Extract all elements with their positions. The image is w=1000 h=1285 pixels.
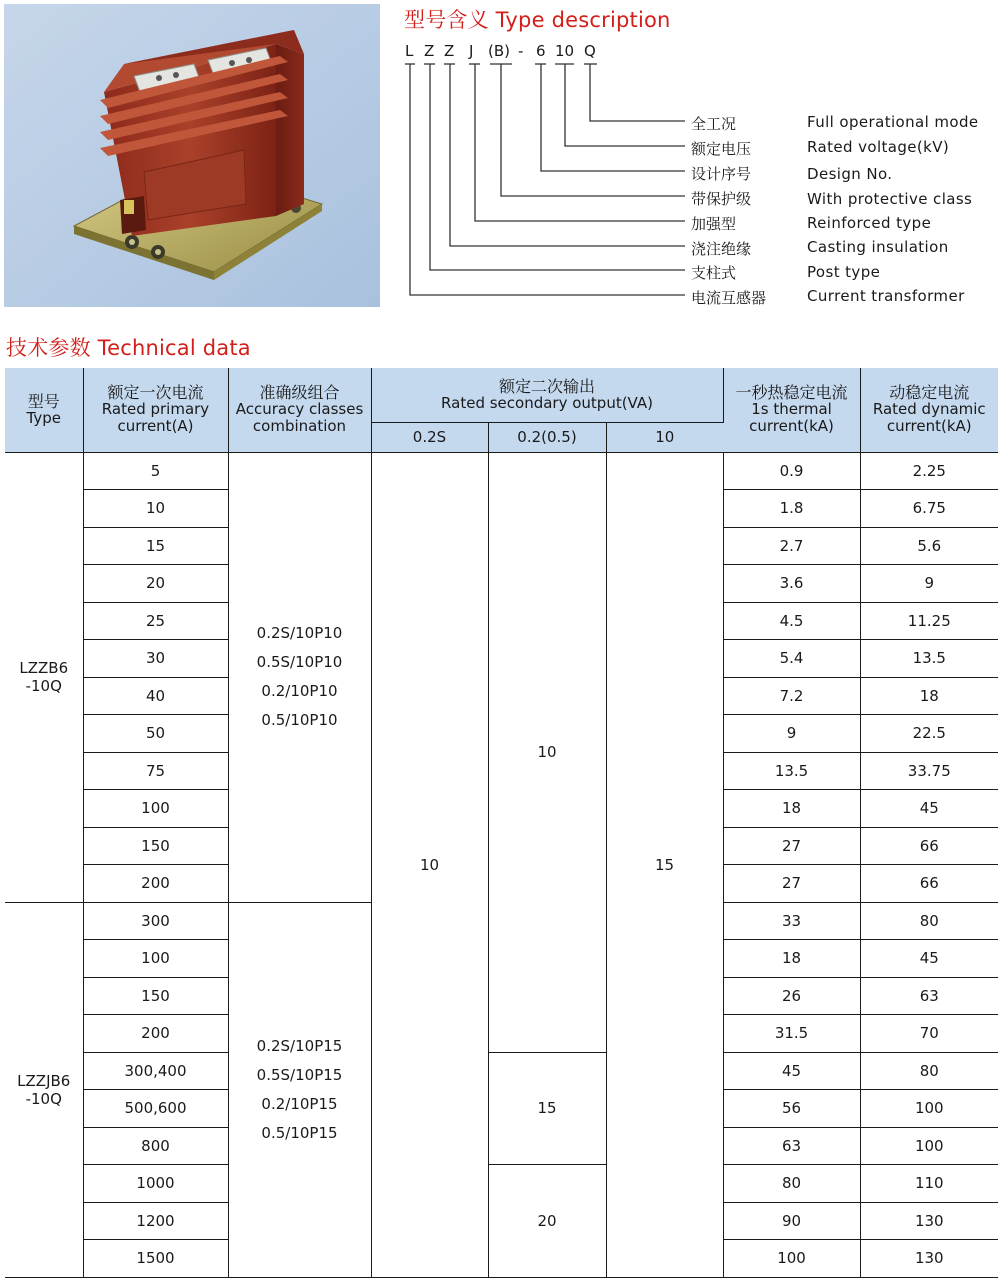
output-10-cell: 15 (606, 452, 723, 1277)
technical-data-table (5, 368, 998, 1278)
header-type-zh: 型号 (27, 391, 60, 411)
thermal-current-cell: 1.8 (723, 490, 860, 528)
dynamic-current-cell: 66 (860, 865, 998, 903)
dynamic-current-cell: 66 (860, 827, 998, 865)
accuracy-line: 0.5/10P10 (261, 711, 338, 729)
dynamic-current-cell: 45 (860, 790, 998, 828)
primary-current-cell: 1000 (83, 1165, 228, 1203)
output-0205-cell: 20 (488, 1165, 606, 1278)
accuracy-line: 0.5S/10P15 (256, 1065, 343, 1084)
dynamic-current-cell: 2.25 (860, 452, 998, 490)
desc-zh-design-no: 设计序号 (691, 165, 752, 183)
dynamic-current-cell: 100 (860, 1127, 998, 1165)
desc-en-post-type: Post type (807, 263, 881, 281)
thermal-current-cell: 7.2 (723, 677, 860, 715)
dynamic-current-cell: 13.5 (860, 640, 998, 678)
dynamic-current-cell: 70 (860, 1015, 998, 1053)
header-accuracy-en: Accuracy classes combination (235, 400, 364, 436)
code-connector-lines (380, 40, 1000, 310)
dynamic-current-cell: 80 (860, 902, 998, 940)
desc-zh-protective: 带保护级 (691, 190, 752, 208)
code-char-dash: - (518, 42, 524, 60)
dynamic-current-cell: 110 (860, 1165, 998, 1203)
header-thermal (723, 368, 860, 452)
primary-current-cell: 300,400 (83, 1052, 228, 1090)
desc-en-protective: With protective class (807, 190, 973, 208)
thermal-current-cell: 0.9 (723, 452, 860, 490)
output-0205-cell: 15 (488, 1052, 606, 1165)
dynamic-current-cell: 80 (860, 1052, 998, 1090)
header-type (5, 368, 83, 452)
header-sub-02s: 0.2S (371, 422, 488, 452)
primary-current-cell: 5 (83, 452, 228, 490)
header-rated-primary-en: Rated primary current(A) (101, 400, 210, 436)
thermal-current-cell: 31.5 (723, 1015, 860, 1053)
header-dynamic (860, 368, 998, 452)
dynamic-current-cell: 6.75 (860, 490, 998, 528)
header-sub-0205: 0.2(0.5) (488, 422, 606, 452)
desc-en-rated-voltage: Rated voltage(kV) (807, 138, 950, 156)
dynamic-current-cell: 22.5 (860, 715, 998, 753)
primary-current-cell: 40 (83, 677, 228, 715)
primary-current-cell: 1500 (83, 1240, 228, 1278)
thermal-current-cell: 100 (723, 1240, 860, 1278)
header-dynamic-en: Rated dynamic current(kA) (872, 400, 986, 436)
desc-en-design-no: Design No. (807, 165, 893, 183)
accuracy-line: 0.2S/10P10 (256, 624, 343, 642)
desc-en-current-transformer: Current transformer (807, 287, 965, 305)
code-char-j: J (469, 42, 474, 60)
primary-current-cell: 500,600 (83, 1090, 228, 1128)
primary-current-cell: 150 (83, 977, 228, 1015)
current-transformer-illustration (4, 4, 380, 307)
dynamic-current-cell: 18 (860, 677, 998, 715)
accuracy-cell (228, 902, 371, 1277)
primary-current-cell: 100 (83, 940, 228, 978)
dynamic-current-cell: 45 (860, 940, 998, 978)
header-secondary-output-zh: 额定二次输出 (499, 376, 596, 396)
code-char-z1: Z (424, 42, 435, 60)
thermal-current-cell: 27 (723, 865, 860, 903)
code-char-q: Q (584, 42, 596, 60)
thermal-current-cell: 18 (723, 790, 860, 828)
thermal-current-cell: 18 (723, 940, 860, 978)
dynamic-current-cell: 11.25 (860, 602, 998, 640)
table-row (5, 1165, 998, 1203)
primary-current-cell: 200 (83, 865, 228, 903)
accuracy-line: 0.5S/10P10 (256, 653, 343, 671)
thermal-current-cell: 4.5 (723, 602, 860, 640)
desc-zh-current-transformer: 电流互感器 (691, 289, 767, 307)
product-photo (4, 4, 380, 307)
dynamic-current-cell: 130 (860, 1202, 998, 1240)
header-secondary-output (371, 368, 723, 422)
primary-current-cell: 150 (83, 827, 228, 865)
output-0205-cell: 10 (488, 452, 606, 1052)
output-02s-cell: 10 (371, 452, 488, 1277)
thermal-current-cell: 80 (723, 1165, 860, 1203)
accuracy-cell (228, 452, 371, 902)
thermal-current-cell: 2.7 (723, 527, 860, 565)
dynamic-current-cell: 130 (860, 1240, 998, 1278)
technical-data-heading: 技术参数 Technical data (6, 336, 251, 360)
primary-current-cell: 15 (83, 527, 228, 565)
table-row (5, 1052, 998, 1090)
dynamic-current-cell: 100 (860, 1090, 998, 1128)
primary-current-cell: 20 (83, 565, 228, 603)
code-char-z2: Z (444, 42, 455, 60)
accuracy-line: 0.2S/10P15 (256, 1036, 343, 1055)
desc-en-casting: Casting insulation (807, 238, 949, 256)
accuracy-line: 0.2/10P15 (261, 1094, 338, 1113)
desc-zh-post-type: 支柱式 (691, 264, 737, 282)
thermal-current-cell: 3.6 (723, 565, 860, 603)
desc-zh-full-mode: 全工况 (691, 115, 737, 133)
thermal-current-cell: 27 (723, 827, 860, 865)
primary-current-cell: 25 (83, 602, 228, 640)
primary-current-cell: 1200 (83, 1202, 228, 1240)
thermal-current-cell: 26 (723, 977, 860, 1015)
type-cell: LZZB6 -10Q (5, 452, 83, 902)
dynamic-current-cell: 33.75 (860, 752, 998, 790)
header-rated-primary (83, 368, 228, 452)
primary-current-cell: 100 (83, 790, 228, 828)
code-char-l: L (405, 42, 414, 60)
primary-current-cell: 30 (83, 640, 228, 678)
type-cell: LZZJB6 -10Q (5, 902, 83, 1277)
header-thermal-en: 1s thermal current(kA) (749, 400, 834, 436)
header-type-en: Type (26, 408, 61, 427)
desc-zh-reinforced: 加强型 (691, 215, 737, 233)
thermal-current-cell: 13.5 (723, 752, 860, 790)
primary-current-cell: 10 (83, 490, 228, 528)
dynamic-current-cell: 5.6 (860, 527, 998, 565)
code-char-6: 6 (536, 42, 546, 60)
thermal-current-cell: 90 (723, 1202, 860, 1240)
primary-current-cell: 800 (83, 1127, 228, 1165)
desc-zh-rated-voltage: 额定电压 (691, 140, 752, 158)
accuracy-line: 0.2/10P10 (261, 682, 338, 700)
header-sub-10: 10 (606, 422, 723, 452)
model-code-diagram (380, 40, 1000, 310)
header-thermal-zh: 一秒热稳定电流 (735, 383, 848, 403)
thermal-current-cell: 9 (723, 715, 860, 753)
header-secondary-output-en: Rated secondary output(VA) (441, 393, 653, 412)
desc-en-full-mode: Full operational mode (807, 113, 979, 131)
thermal-current-cell: 45 (723, 1052, 860, 1090)
primary-current-cell: 300 (83, 902, 228, 940)
code-char-b: (B) (488, 42, 510, 60)
header-accuracy-zh: 准确级组合 (259, 383, 340, 403)
desc-en-reinforced: Reinforced type (807, 214, 932, 232)
dynamic-current-cell: 9 (860, 565, 998, 603)
dynamic-current-cell: 63 (860, 977, 998, 1015)
primary-current-cell: 200 (83, 1015, 228, 1053)
thermal-current-cell: 5.4 (723, 640, 860, 678)
code-char-10: 10 (555, 42, 575, 60)
table-row (5, 452, 998, 490)
header-accuracy (228, 368, 371, 452)
type-description-heading: 型号含义 Type description (404, 8, 671, 32)
accuracy-line: 0.5/10P15 (261, 1123, 338, 1142)
thermal-current-cell: 63 (723, 1127, 860, 1165)
header-dynamic-zh: 动稳定电流 (889, 383, 970, 403)
desc-zh-casting: 浇注绝缘 (691, 240, 752, 258)
header-rated-primary-zh: 额定一次电流 (107, 383, 204, 403)
primary-current-cell: 50 (83, 715, 228, 753)
thermal-current-cell: 33 (723, 902, 860, 940)
thermal-current-cell: 56 (723, 1090, 860, 1128)
primary-current-cell: 75 (83, 752, 228, 790)
